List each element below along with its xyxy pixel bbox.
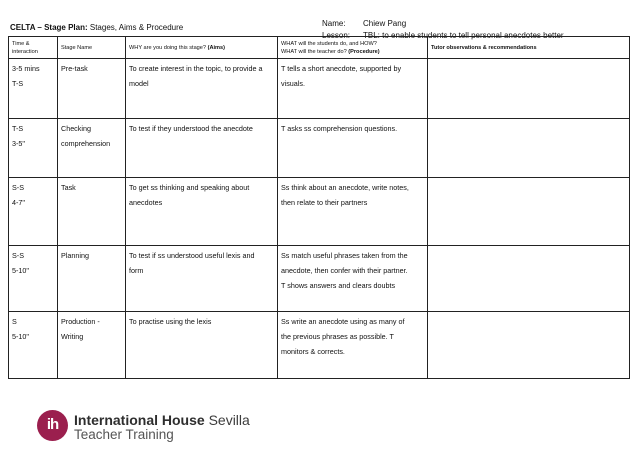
cell-line: Ss write an anecdote using as many of [281,317,405,326]
cell-line: anecdote, then confer with their partner. [281,266,408,275]
cell-line: T tells a short anecdote, supported by [281,64,402,73]
cell-procedure [278,178,428,246]
header-time-line: interaction [12,48,38,55]
ih-logo-name [74,412,250,428]
cell-line: anecdotes [129,198,163,207]
cell-line: the previous phrases as possible. T [281,332,394,341]
table-body [9,59,630,379]
cell-line: Task [61,183,76,192]
cell-line: T asks ss comprehension questions. [281,124,398,133]
cell-line: Writing [61,332,84,341]
cell-tutor [428,312,630,379]
cell-procedure [278,246,428,312]
cell-line: form [129,266,144,275]
cell-aim [126,312,278,379]
table-header-row [9,37,630,59]
cell-line: comprehension [61,139,111,148]
header-what-line: WHAT will the students do, and HOW? [281,40,377,47]
cell-time [9,246,58,312]
ih-logo-mark [37,410,68,441]
cell-line: To practise using the lexis [129,317,212,326]
cell-line: Production - [61,317,100,326]
cell-line: visuals. [281,79,305,88]
cell-line: 5-10" [12,332,29,341]
ih-logo-subtitle: Teacher Training [74,427,174,442]
table-row [9,312,630,379]
cell-aim [126,178,278,246]
header-stage: Stage Name [58,37,126,59]
cell-line: To test if they understood the anecdote [129,124,253,133]
header-what-text: WHAT will the teacher do? [281,48,349,55]
header-what-bold: (Procedure) [348,48,380,55]
header-why [126,37,278,59]
cell-line: To get ss thinking and speaking about [129,183,250,192]
cell-aim [126,246,278,312]
cell-line: To create interest in the topic, to provide a [129,64,263,73]
cell-line: 3-5 mins [12,64,40,73]
cell-line: S-S [12,183,24,192]
table-row [9,119,630,178]
header-why-bold: (Aims) [207,44,225,51]
ih-logo-city: Sevilla [204,412,250,428]
header-what [278,37,428,59]
cell-stage [58,246,126,312]
lesson-label: Lesson: [322,31,351,40]
cell-tutor [428,246,630,312]
plan-title-bold: CELTA – Stage Plan: [10,23,88,32]
header-tutor-text: Tutor observations & recommendations [431,44,537,51]
lesson-value: TBL: to enable students to tell personal anecdotes better [363,31,564,40]
cell-time [9,119,58,178]
cell-line: then relate to their partners [281,198,368,207]
cell-line: 5-10" [12,266,29,275]
table-row [9,246,630,312]
cell-line: 4-7" [12,198,25,207]
cell-line: Ss think about an anecdote, write notes, [281,183,409,192]
table-row [9,59,630,119]
cell-stage [58,312,126,379]
header-what-line [281,48,424,56]
cell-tutor [428,59,630,119]
stage-plan-table [8,36,630,379]
cell-line: To test if ss understood useful lexis and [129,251,255,260]
cell-line: Ss match useful phrases taken from the [281,251,408,260]
cell-stage [58,178,126,246]
header-time [9,37,58,59]
cell-line: T shows answers and clears doubts [281,281,396,290]
cell-procedure [278,312,428,379]
cell-line: S [12,317,17,326]
cell-line: T-S [12,79,24,88]
cell-line: Checking [61,124,91,133]
cell-aim [126,59,278,119]
cell-line: model [129,79,149,88]
plan-title-rest: Stages, Aims & Procedure [87,23,184,32]
cell-stage [58,59,126,119]
cell-line: Pre-task [61,64,88,73]
header-tutor [428,37,630,59]
cell-time [9,59,58,119]
ih-logo-mark-text: ih [46,416,59,433]
plan-title [10,23,183,32]
cell-time [9,178,58,246]
name-label: Name: [322,19,346,28]
cell-aim [126,119,278,178]
name-value: Chiew Pang [363,19,407,28]
cell-line: S-S [12,251,24,260]
cell-line: monitors & corrects. [281,347,345,356]
table-row [9,178,630,246]
cell-line: T-S [12,124,24,133]
cell-tutor [428,178,630,246]
header-why-text: WHY are you doing this stage? [129,44,208,51]
ih-logo-name-bold: International House [74,412,205,428]
cell-line: 3-5" [12,139,25,148]
cell-procedure [278,59,428,119]
cell-time [9,312,58,379]
cell-tutor [428,119,630,178]
cell-stage [58,119,126,178]
header-time-line: Time & [12,40,30,47]
cell-line: Planning [61,251,89,260]
cell-procedure [278,119,428,178]
